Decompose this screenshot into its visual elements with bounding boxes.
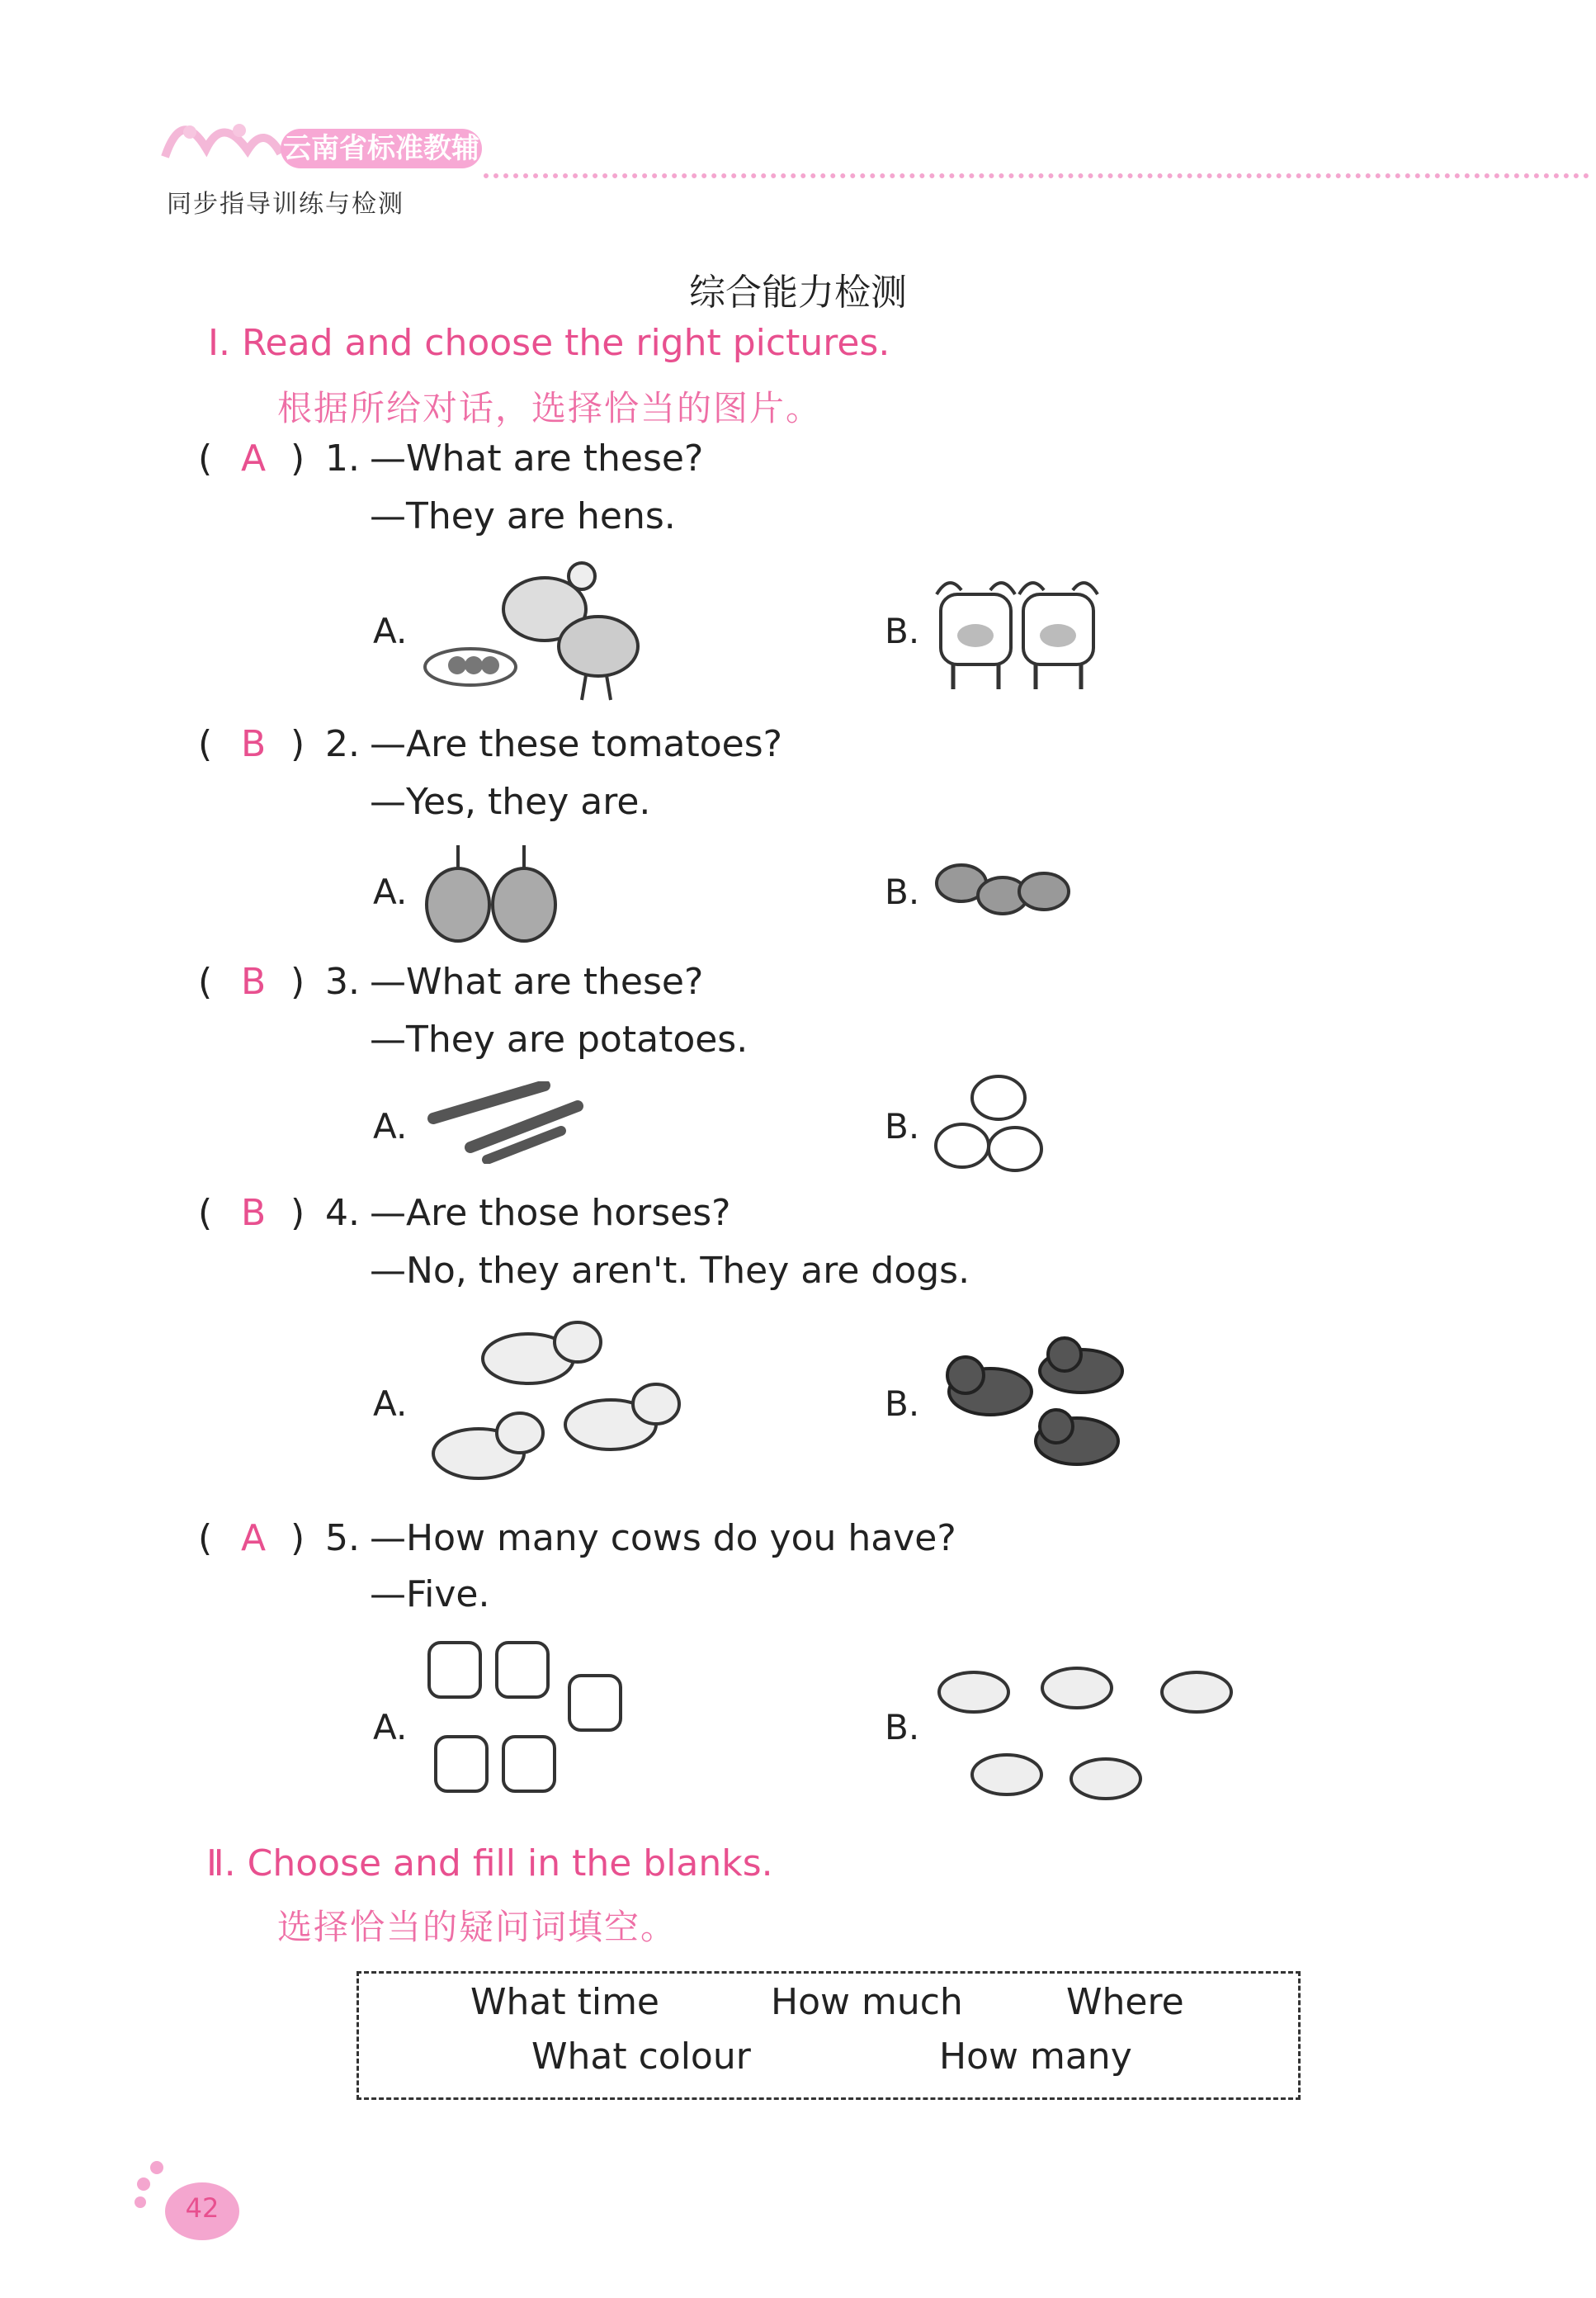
- answer-paren-open: (: [198, 961, 213, 1003]
- option-a-label: A.: [373, 611, 408, 651]
- option-b-label: B.: [885, 611, 920, 651]
- five-horses-icon: [933, 1634, 1263, 1816]
- dogs-icon: [933, 1334, 1131, 1474]
- page-number: 42: [185, 2192, 220, 2224]
- answer-paren-open: (: [198, 437, 213, 480]
- section1-title: Ⅰ. Read and choose the right pictures.: [208, 322, 890, 364]
- question-2-line2: —Yes, they are.: [370, 781, 651, 823]
- option-b-label: B.: [885, 1383, 920, 1424]
- carrots-icon: [421, 1081, 594, 1164]
- option-a-label: A.: [373, 1106, 408, 1147]
- answer-4: B: [241, 1192, 267, 1234]
- header-divider: [484, 173, 1589, 178]
- question-4-line1: —Are those horses?: [370, 1192, 731, 1234]
- question-4-line2: —No, they aren't. They are dogs.: [370, 1250, 970, 1292]
- onions-icon: [421, 839, 561, 946]
- question-2-line1: —Are these tomatoes?: [370, 723, 782, 765]
- question-1-number: 1.: [325, 437, 360, 480]
- answer-2: B: [241, 723, 267, 765]
- question-4-number: 4.: [325, 1192, 360, 1234]
- question-2-number: 2.: [325, 723, 360, 765]
- word-option: What time: [470, 1981, 660, 2023]
- question-1-line2: —They are hens.: [370, 495, 676, 537]
- answer-paren-open: (: [198, 1517, 213, 1559]
- word-option: Where: [1066, 1981, 1184, 2023]
- section2-subtitle: 选择恰当的疑问词填空。: [277, 1907, 678, 1947]
- answer-5: A: [241, 1517, 267, 1559]
- question-3-line1: —What are these?: [370, 961, 704, 1003]
- option-a-label: A.: [373, 1707, 408, 1747]
- answer-paren-close: ): [290, 961, 305, 1003]
- answer-3: B: [241, 961, 267, 1003]
- word-option: How many: [939, 2036, 1132, 2078]
- header-subtitle: 同步指导训练与检测: [167, 190, 404, 219]
- section1-subtitle: 根据所给对话，选择恰当的图片。: [277, 388, 823, 428]
- option-a-label: A.: [373, 1383, 408, 1424]
- question-3-number: 3.: [325, 961, 360, 1003]
- five-cows-icon: [421, 1634, 635, 1816]
- answer-paren-close: ): [290, 723, 305, 765]
- answer-paren-open: (: [198, 723, 213, 765]
- potatoes-icon: [933, 1071, 1048, 1179]
- question-5-line2: —Five.: [370, 1573, 490, 1615]
- question-5-number: 5.: [325, 1517, 360, 1559]
- tomatoes-icon: [933, 858, 1073, 924]
- header-badge: 云南省标准教辅: [281, 129, 482, 168]
- answer-paren-close: ): [290, 1192, 305, 1234]
- word-option: How much: [771, 1981, 963, 2023]
- horses-icon: [421, 1309, 685, 1491]
- question-1-line1: —What are these?: [370, 437, 704, 480]
- option-b-label: B.: [885, 1707, 920, 1747]
- option-b-label: B.: [885, 872, 920, 912]
- page-title: 综合能力检测: [689, 272, 907, 314]
- cows-icon: [933, 570, 1106, 693]
- answer-paren-close: ): [290, 1517, 305, 1559]
- decorative-logo-icon: [157, 99, 289, 173]
- word-option: What colour: [531, 2036, 751, 2078]
- question-3-line2: —They are potatoes.: [370, 1019, 748, 1061]
- answer-paren-open: (: [198, 1192, 213, 1234]
- section2-title: Ⅱ. Choose and fill in the blanks.: [206, 1842, 773, 1884]
- hens-and-eggs-icon: [421, 551, 660, 708]
- answer-1: A: [241, 437, 267, 480]
- option-a-label: A.: [373, 872, 408, 912]
- question-5-line1: —How many cows do you have?: [370, 1517, 956, 1559]
- answer-paren-close: ): [290, 437, 305, 480]
- option-b-label: B.: [885, 1106, 920, 1147]
